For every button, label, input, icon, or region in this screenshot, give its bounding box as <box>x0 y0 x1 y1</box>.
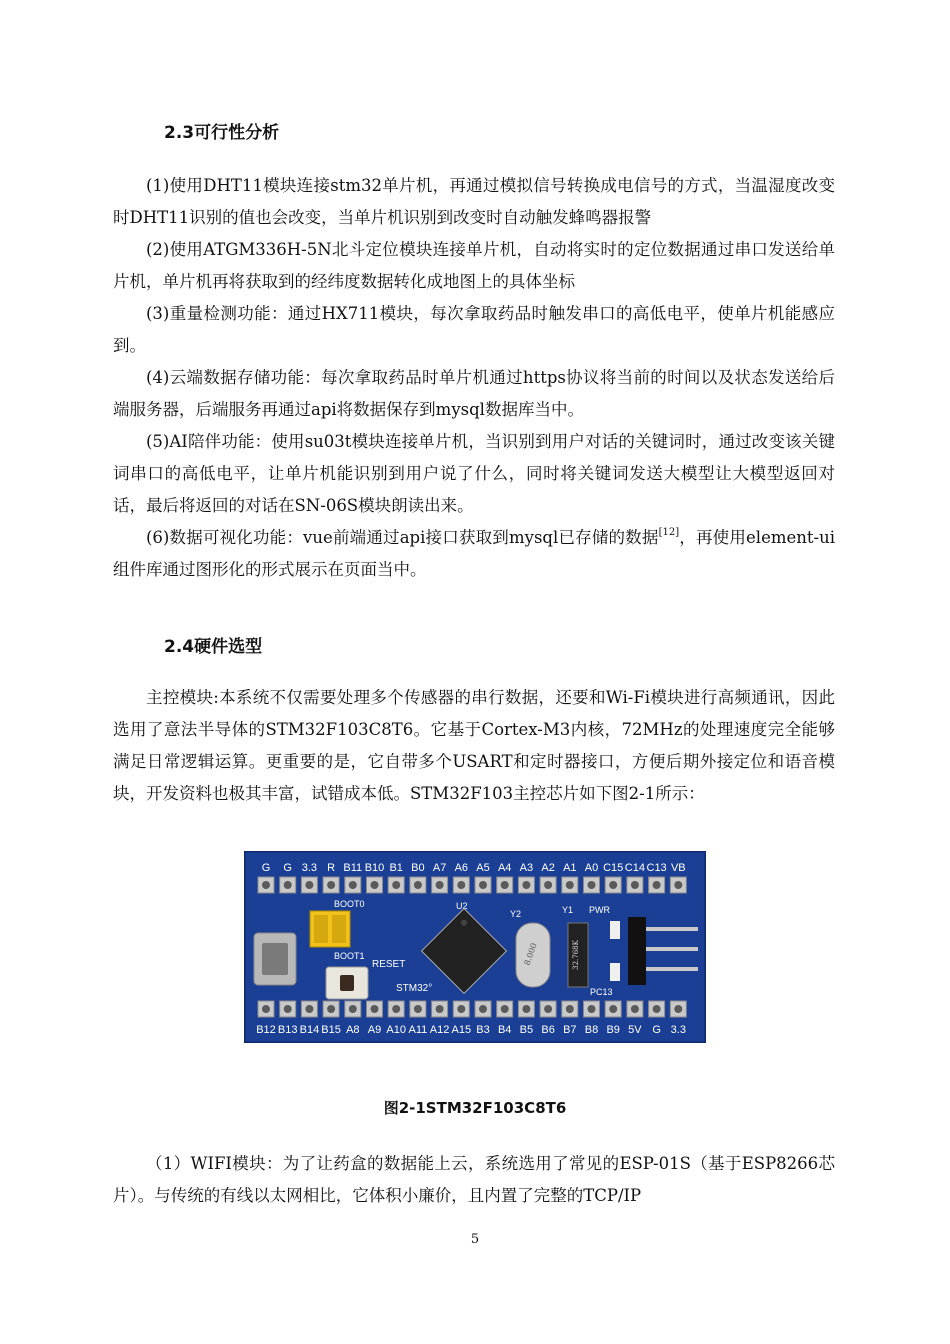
feasibility-item-6-tail: ，再使用element-ui组件库通过图形化的形式展示在页面当中。 <box>113 528 835 579</box>
top-pin-label: A1 <box>563 862 577 874</box>
feasibility-item-2: (2)使用ATGM336H-5N北斗定位模块连接单片机，自动将实时的定位数据通过串口发送给单片机，单片机再将获取到的经纬度数据转化成地图上的具体坐标 <box>113 240 835 291</box>
wifi-paragraph-block <box>113 1148 835 1212</box>
hardware-paragraph-block <box>113 682 835 810</box>
top-pin-label: A3 <box>519 862 534 874</box>
top-pin-label: B1 <box>389 862 403 874</box>
top-pin-label: B0 <box>411 862 425 874</box>
pwr-led <box>610 921 620 939</box>
bottom-pin-label: B4 <box>497 1024 512 1036</box>
y2-label: Y2 <box>510 909 522 919</box>
bottom-pin-label: B7 <box>563 1024 577 1036</box>
figure-caption: 图2-1STM32F103C8T6 <box>383 1099 567 1117</box>
feasibility-item-5: (5)AI陪伴功能：使用su03t模块连接单片机，当识别到用户对话的关键词时，通过改变该关键词串口的高低电平，让单片机能识别到用户说了什么，同时将关键词发送大模型让大模型返回对话，最后将返回的对话在SN-06S模块朗读出来。 <box>113 432 835 515</box>
bottom-pin-label: B13 <box>277 1024 298 1036</box>
top-pin-label: A5 <box>476 862 490 874</box>
top-pin-label: A7 <box>432 862 447 874</box>
boot0-label: BOOT0 <box>334 899 365 909</box>
bottom-pin-label: A10 <box>386 1024 406 1036</box>
top-pin-label: A6 <box>454 862 469 874</box>
bottom-pin-label: B9 <box>606 1024 620 1036</box>
pc13-label: PC13 <box>590 987 613 997</box>
top-pin-label: B11 <box>343 862 363 874</box>
bottom-pin-label: A11 <box>408 1024 428 1036</box>
feasibility-item-3: (3)重量检测功能：通过HX711模块，每次拿取药品时触发串口的高低电平，使单片机能感应到。 <box>113 304 835 355</box>
top-pin-label: C13 <box>646 862 667 874</box>
bottom-pin-label: 3.3 <box>670 1024 686 1036</box>
bottom-pin-label: 5V <box>628 1024 642 1036</box>
top-pin-label: G <box>283 862 292 874</box>
y1-label: Y1 <box>562 905 574 915</box>
bottom-pin-label: B15 <box>321 1024 341 1036</box>
feasibility-item-1: (1)使用DHT11模块连接stm32单片机，再通过模拟信号转换成电信号的方式，当温湿度改变时DHT11识别的值也会改变，当单片机识别到改变时自动触发蜂鸣器报警 <box>113 176 835 227</box>
stm32-board-figure <box>244 851 706 1043</box>
top-pin-label: C15 <box>603 862 624 874</box>
u2-label: U2 <box>456 901 468 911</box>
section-heading-2-4: 2.4硬件选型 <box>164 637 263 657</box>
feasibility-item-6-text: (6)数据可视化功能：vue前端通过api接口获取到mysql已存储的数据 <box>146 528 659 547</box>
bottom-pin-label: G <box>652 1024 661 1036</box>
wifi-paragraph: （1）WIFI模块：为了让药盒的数据能上云，系统选用了常见的ESP-01S（基于ESP8266芯片）。与传统的有线以太网相比，它体积小廉价，且内置了完整的TCP/IP <box>113 1154 835 1205</box>
top-pin-label: R <box>327 862 336 874</box>
feasibility-list <box>113 170 835 586</box>
pwr-label: PWR <box>589 905 610 915</box>
reset-label: RESET <box>372 959 406 970</box>
feasibility-item-6 <box>113 522 835 586</box>
bottom-pin-label: B12 <box>256 1024 276 1036</box>
top-pin-label: A4 <box>497 862 512 874</box>
top-pin-label: A0 <box>584 862 599 874</box>
boot1-label: BOOT1 <box>334 951 365 961</box>
bottom-pin-label: B8 <box>584 1024 599 1036</box>
bottom-pin-label: A8 <box>346 1024 360 1036</box>
bottom-pin-label: A9 <box>367 1024 382 1036</box>
top-pin-label: G <box>261 862 271 874</box>
pc13-led <box>610 963 620 981</box>
bottom-pin-label: B14 <box>299 1024 320 1036</box>
top-pin-label: VB <box>670 862 686 874</box>
page-number: 5 <box>470 1232 480 1247</box>
citation-ref: [12] <box>658 527 680 538</box>
bottom-pin-label: A12 <box>429 1024 450 1036</box>
bottom-pin-label: B6 <box>541 1024 555 1036</box>
top-pin-label: A2 <box>541 862 555 874</box>
top-pin-label: B10 <box>364 862 385 874</box>
bottom-pin-label: A15 <box>451 1024 472 1036</box>
top-pin-label: 3.3 <box>301 862 318 874</box>
rtc-label: 32.768K <box>572 940 580 970</box>
bottom-pin-label: B3 <box>476 1024 490 1036</box>
main-control-paragraph: 主控模块:本系统不仅需要处理多个传感器的串行数据，还要和Wi-Fi模块进行高频通讯，因此选用了意法半导体的STM32F103C8T6。它基于Cortex-M3内核，72MHz的处理速度完全能够满足日常逻辑运算。更重要的是，它自带多个USART和定时器接口，方便后期外接定位和语音模块，开发资料也极其丰富，试错成本低。STM32F103主控芯片如下图2-1所示： <box>113 688 835 803</box>
feasibility-item-4: (4)云端数据存储功能：每次拿取药品时单片机通过https协议将当前的时间以及状态发送给后端服务器，后端服务再通过api将数据保存到mysql数据库当中。 <box>113 368 835 419</box>
top-pin-label: C14 <box>624 862 645 874</box>
mcu-label: STM32° <box>396 983 433 994</box>
section-heading-2-3: 2.3可行性分析 <box>164 123 280 143</box>
bottom-pin-label: B5 <box>519 1024 534 1036</box>
crystal-label: 8.000 <box>522 941 539 967</box>
